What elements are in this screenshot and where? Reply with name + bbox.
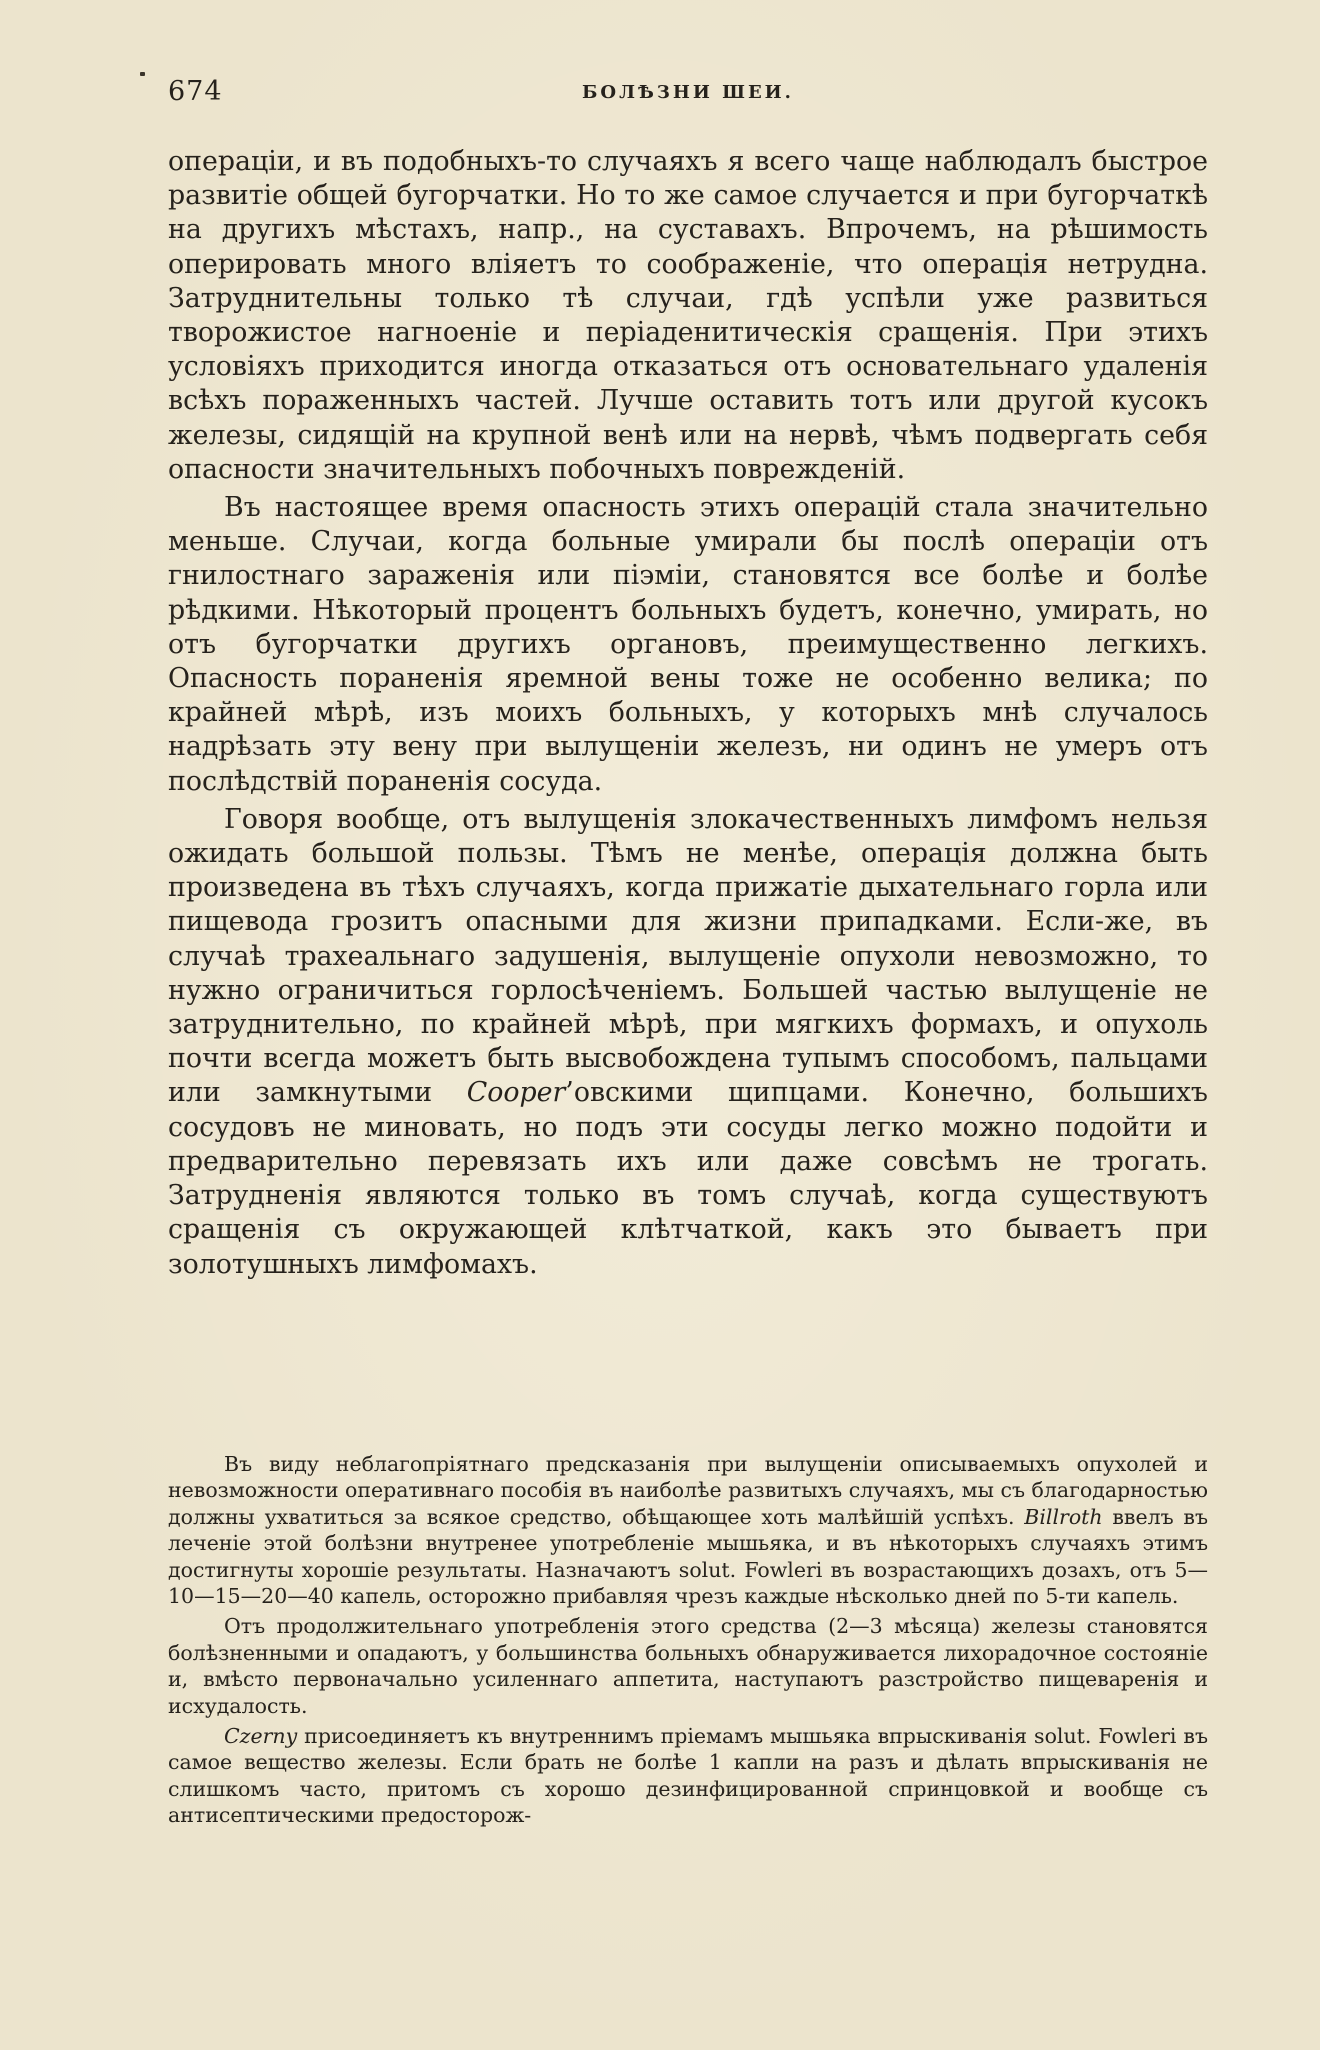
print-mark (140, 72, 145, 76)
main-text (168, 145, 1208, 1286)
running-title: БОЛѢЗНИ ШЕИ. (582, 82, 794, 103)
paragraph-text: Говоря вообще, отъ вылущенія злокачественныхъ лимфомъ нельзя ожидать большой пользы. Тѣмъ не менѣе, операція должна быть произведена въ тѣхъ случаяхъ, когда прижатіе дыхательнаго горла или пищевода грозитъ опасными для жизни припадками. Если-же, въ случаѣ трахеальнаго задушенія, вылущеніе опухоли невозможно, то нужно ограничиться горлосѣченіемъ. Большей частью вылущеніе не затруднительно, по крайней мѣрѣ, при мягкихъ формахъ, и опухоль почти всегда можетъ быть высвобождена тупымъ способомъ, пальцами или замкнутыми (168, 803, 1208, 1109)
author-name: Cooper (466, 1077, 566, 1109)
author-name: Billroth (1024, 1504, 1103, 1529)
page-header (168, 76, 1208, 116)
note-paragraph (168, 1613, 1208, 1719)
paragraph-text: ’овскими щипцами. Конечно, большихъ сосудовъ не миновать, но подъ эти сосуды легко можно подойти и предварительно перевязать ихъ или даже совсѣмъ не трогать. Затрудненія являются только въ томъ случаѣ, когда существуютъ сращенія съ окружающей клѣтчаткой, какъ это бываетъ при золотушныхъ лимфомахъ. (168, 1077, 1208, 1280)
page-number: 674 (168, 76, 223, 107)
note-text: Отъ продолжительнаго употребленія этого средства (2—3 мѣсяца) железы становятся болѣзненными и опадаютъ, у большинства больныхъ обнаруживается лихорадочное состояніе и, вмѣсто первоначально усиленнаго аппетита, наступаютъ разстройство пищеваренія и исхудалость. (168, 1614, 1208, 1718)
author-name: Czerny (224, 1724, 298, 1749)
note-paragraph (168, 1451, 1208, 1609)
paragraph-text: Въ настоящее время опасность этихъ операцій стала значительно меньше. Случаи, когда больные умирали бы послѣ операціи отъ гнилостнаго зараженія или піэміи, становятся все болѣе и болѣе рѣдкими. Нѣкоторый процентъ больныхъ будетъ, конечно, умирать, но отъ бугорчатки другихъ органовъ, преимущественно легкихъ. Опасность пораненія яремной вены тоже не особенно велика; по крайней мѣрѣ, изъ моихъ больныхъ, у которыхъ мнѣ случалось надрѣзать эту вену при вылущеніи железъ, ни одинъ не умеръ отъ послѣдствій пораненія сосуда. (168, 492, 1208, 797)
paragraph (168, 491, 1208, 799)
note-text: Въ виду неблагопріятнаго предсказанія при вылущеніи описываемыхъ опухолей и невозможности оперативнаго пособія въ наиболѣе развитыхъ случаяхъ, мы съ благодарностью должны ухватиться за всякое средство, обѣщающее хоть малѣйшій успѣхъ. (168, 1452, 1208, 1529)
small-print-notes (168, 1451, 1208, 1833)
paragraph (168, 145, 1208, 487)
note-text: присоединяетъ къ внутреннимъ пріемамъ мышьяка впрыскиванія solut. Fowleri въ самое вещество железы. Если брать не болѣе 1 капли на разъ и дѣлать впрыскиванія не слишкомъ часто, притомъ съ хорошо дезинфицированной спринцовкой и вообще съ антисептическими предосторож- (168, 1724, 1208, 1828)
note-text: ввелъ въ леченіе этой болѣзни внутренее употребленіе мышьяка, и въ нѣкоторыхъ случаяхъ этимъ достигнуты хорошіе результаты. Назначаютъ solut. Fowleri въ возрастающихъ дозахъ, отъ 5—10—15—20—40 капель, осторожно прибавляя чрезъ каждые нѣсколько дней по 5-ти капель. (168, 1504, 1208, 1609)
paragraph-text: операціи, и въ подобныхъ-то случаяхъ я всего чаще наблюдалъ быстрое развитіе общей бугорчатки. Но то же самое случается и при бугорчаткѣ на другихъ мѣстахъ, напр., на суставахъ. Впрочемъ, на рѣшимость оперировать много вліяетъ то соображеніе, что операція нетрудна. Затруднительны только тѣ случаи, гдѣ успѣли уже развиться творожистое нагноеніе и періаденитическія сращенія. При этихъ условіяхъ приходится иногда отказаться отъ основательнаго удаленія всѣхъ пораженныхъ частей. Лучше оставить тотъ или другой кусокъ железы, сидящій на крупной венѣ или на нервѣ, чѣмъ подвергать себя опасности значительныхъ побочныхъ поврежденій. (168, 146, 1208, 485)
note-paragraph (168, 1723, 1208, 1829)
paragraph (168, 803, 1208, 1282)
